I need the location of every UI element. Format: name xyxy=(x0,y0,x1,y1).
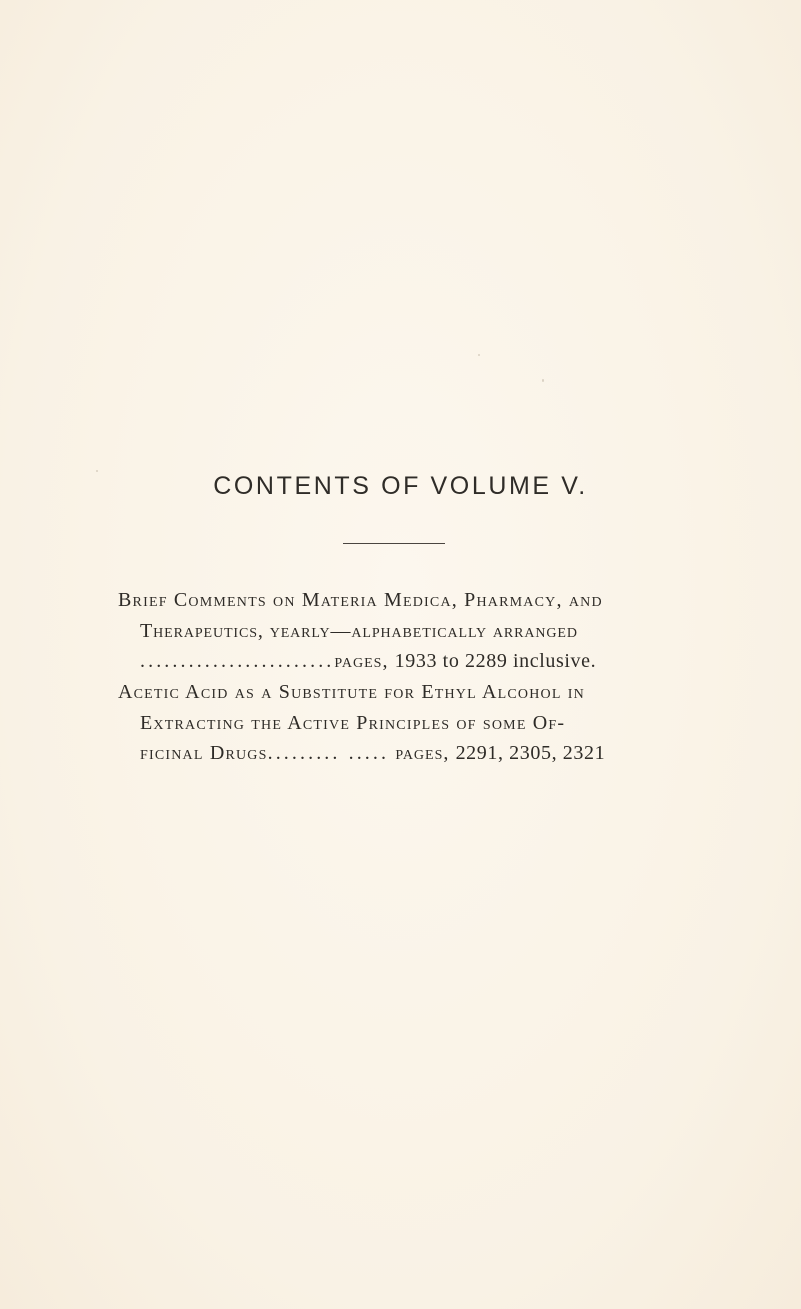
entry-line: Acetic Acid as a Substitute for Ethyl Alcohol in xyxy=(118,681,585,703)
entry-line: Extracting the Active Principles of some Of- xyxy=(140,712,566,734)
entry-line: Therapeutics, yearly—alphabetically arranged xyxy=(140,620,578,642)
dot-leader: ......... ..... xyxy=(267,742,390,764)
entry-line: Brief Comments on Materia Medica, Pharmacy, and xyxy=(118,589,603,611)
entry-line: ficinal Drugs xyxy=(140,742,268,764)
entry-page-reference xyxy=(140,646,596,676)
page-title: CONTENTS OF VOLUME V. xyxy=(213,472,588,500)
dot-leader: ........................ xyxy=(140,650,335,672)
page-label: pages, xyxy=(334,650,389,672)
paper-speck xyxy=(542,379,544,382)
page-numbers: 1933 to 2289 inclusive. xyxy=(394,650,597,672)
paper-speck xyxy=(478,354,480,356)
page-numbers: 2291, 2305, 2321 xyxy=(455,742,606,764)
divider-rule xyxy=(343,543,445,544)
entry-page-reference xyxy=(140,738,605,768)
page-label: pages, xyxy=(395,742,450,764)
